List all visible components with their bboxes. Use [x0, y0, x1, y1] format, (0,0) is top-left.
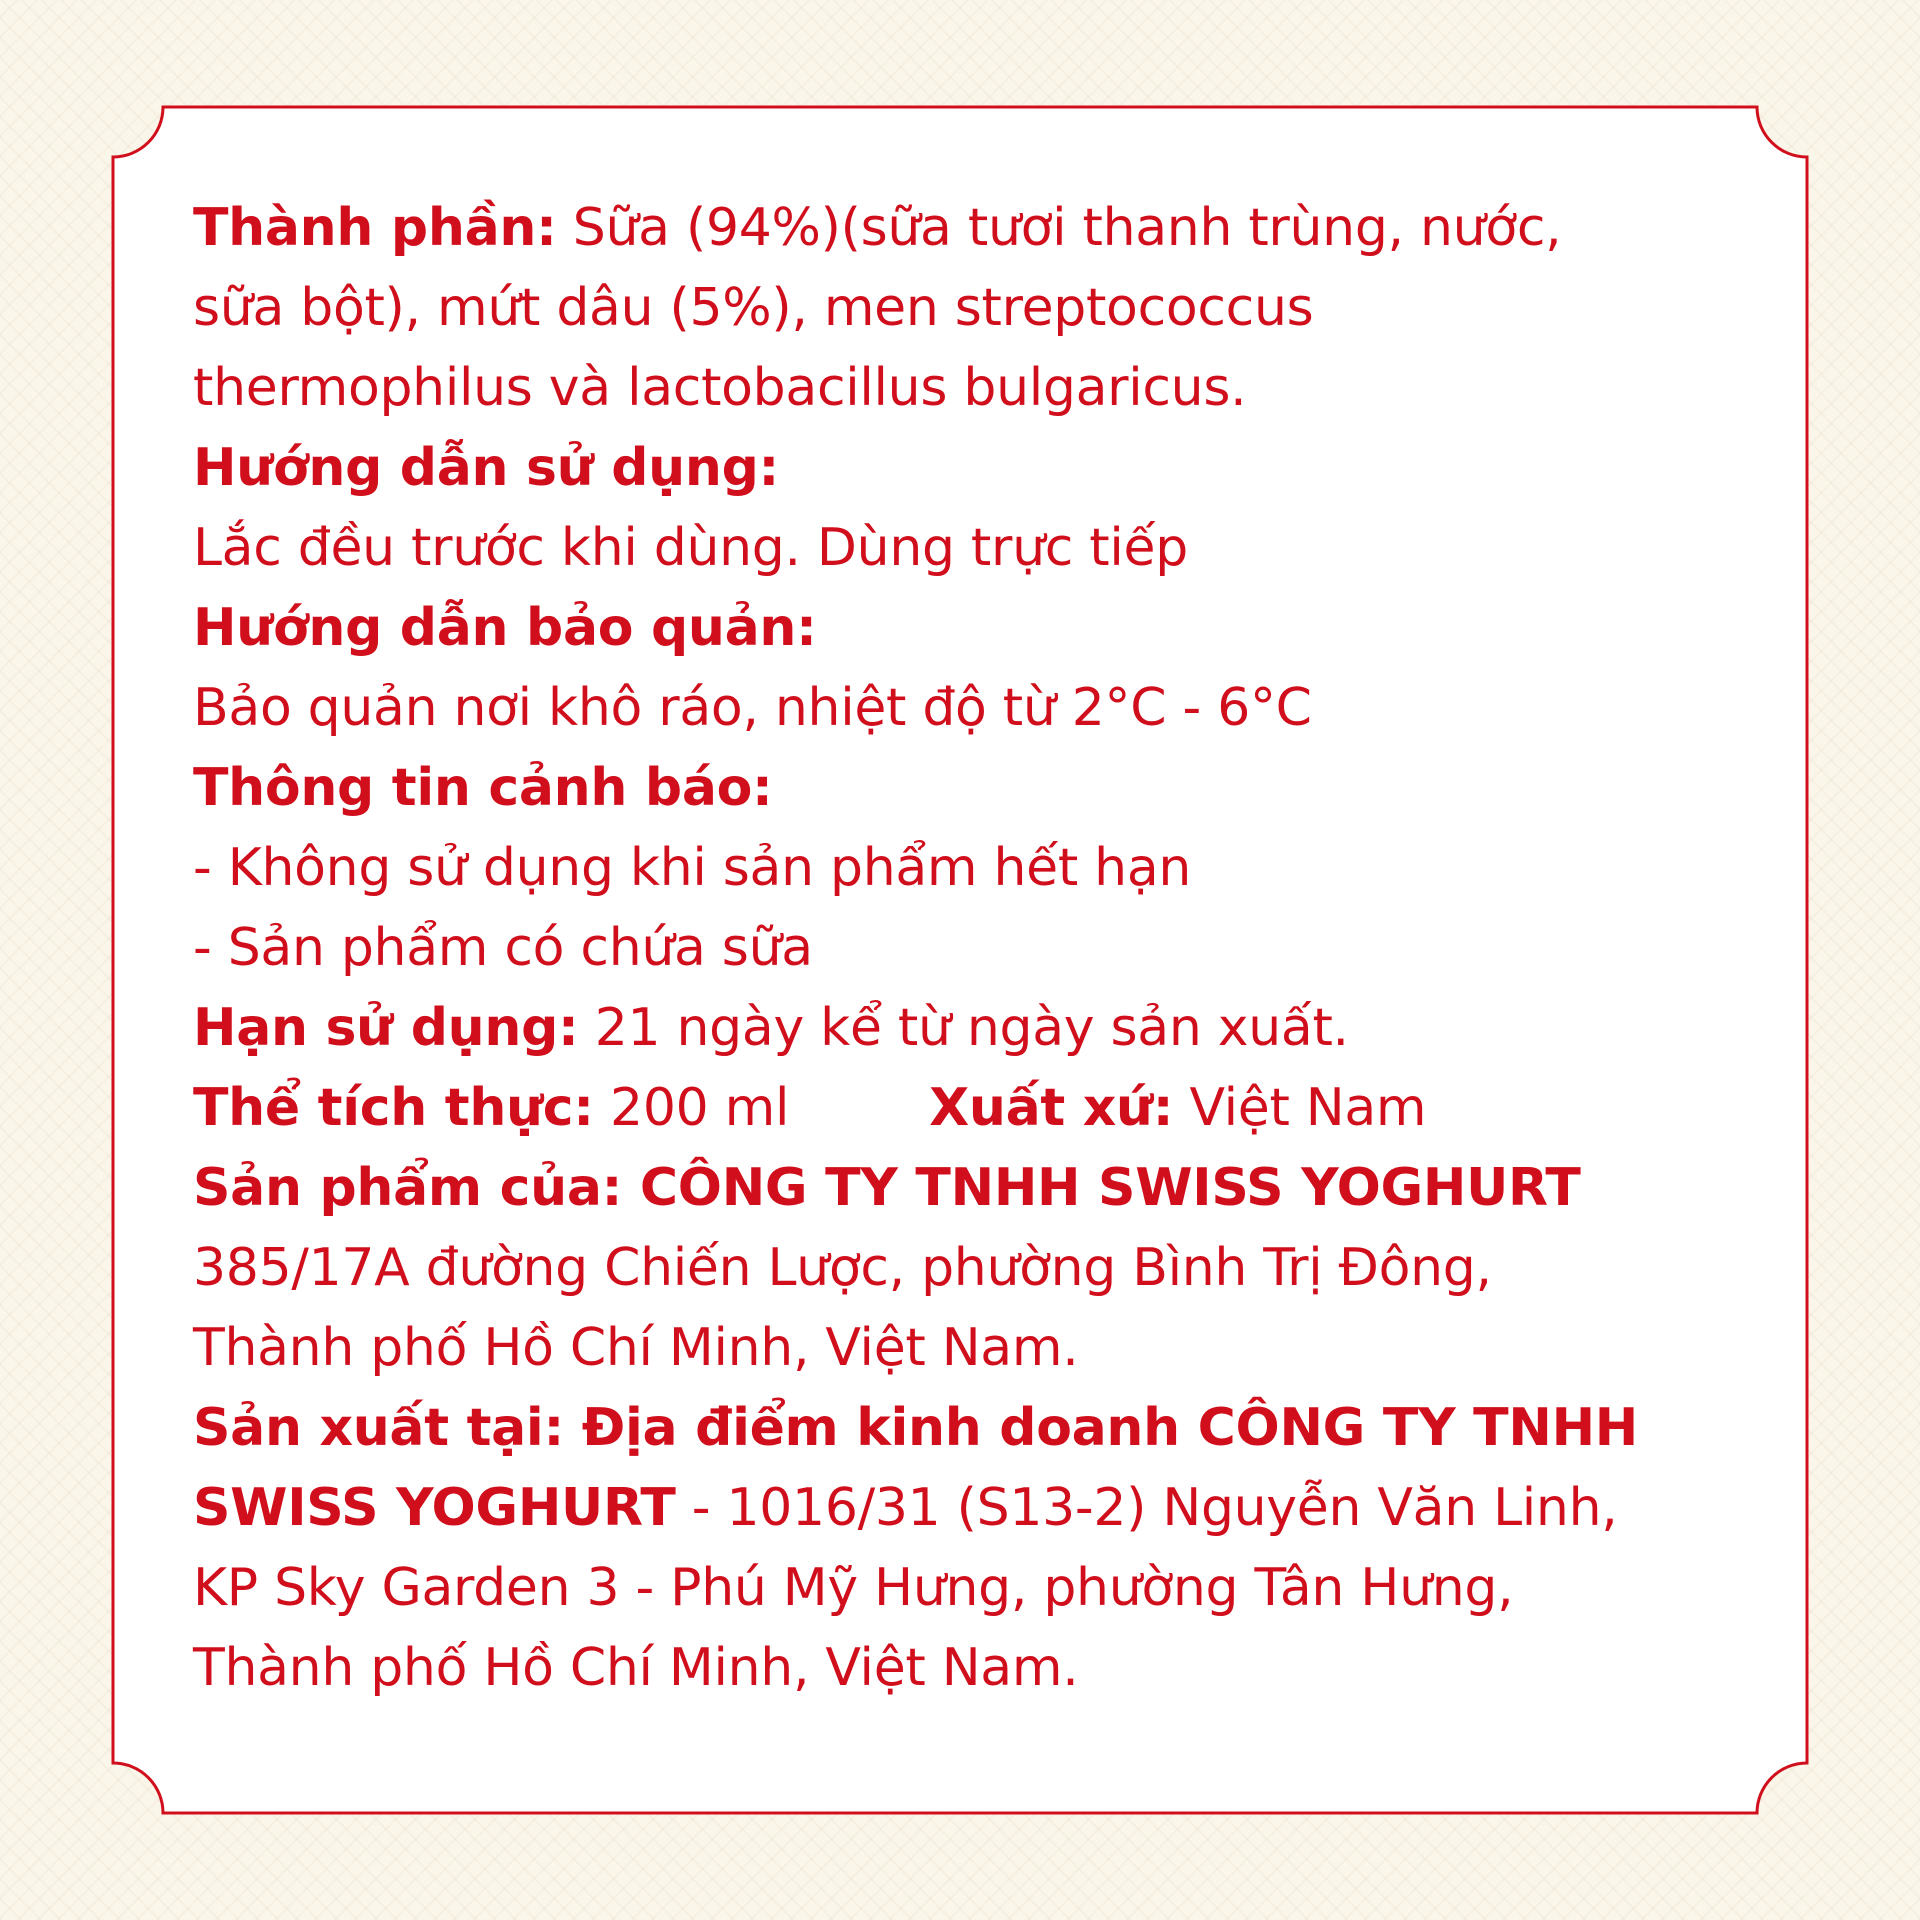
manufactured-address-line-3: Thành phố Hồ Chí Minh, Việt Nam.: [193, 1638, 1079, 1698]
label-content: [193, 188, 1753, 1708]
expiry-text: 21 ngày kể từ ngày sản xuất.: [578, 998, 1349, 1058]
warning-label: Thông tin cảnh báo:: [193, 758, 773, 818]
volume-label: Thể tích thực:: [193, 1078, 594, 1138]
manufactured-line-1: [193, 1388, 1753, 1468]
company-address-line-2: Thành phố Hồ Chí Minh, Việt Nam.: [193, 1318, 1079, 1378]
ingredients-line-2: sữa bột), mứt dâu (5%), men streptococcus: [193, 278, 1314, 338]
usage-text: Lắc đều trước khi dùng. Dùng trực tiếp: [193, 518, 1188, 578]
manufactured-line-2: [193, 1468, 1753, 1548]
manufactured-site-2: SWISS YOGHURT: [193, 1478, 676, 1538]
storage-label: Hướng dẫn bảo quản:: [193, 598, 817, 658]
usage-label: Hướng dẫn sử dụng:: [193, 438, 779, 498]
warning-item-milk: - Sản phẩm có chứa sữa: [193, 918, 813, 978]
origin-label: Xuất xứ:: [929, 1078, 1174, 1138]
manufactured-label: Sản xuất tại:: [193, 1398, 564, 1458]
manufactured-site-1: Địa điểm kinh doanh CÔNG TY TNHH: [563, 1398, 1639, 1458]
manufactured-address-line-2: KP Sky Garden 3 - Phú Mỹ Hưng, phường Tân Hưng,: [193, 1558, 1514, 1618]
company-address-line-1: 385/17A đường Chiến Lược, phường Bình Trị Đông,: [193, 1238, 1492, 1298]
ingredients-line-1: [193, 188, 1753, 268]
origin-text: Việt Nam: [1173, 1078, 1427, 1138]
manufactured-address-1: - 1016/31 (S13-2) Nguyễn Văn Linh,: [675, 1478, 1618, 1538]
product-of-label: Sản phẩm của:: [193, 1158, 623, 1218]
expiry-label: Hạn sử dụng:: [193, 998, 579, 1058]
ingredients-text: Sữa (94%)(sữa tươi thanh trùng, nước,: [556, 198, 1562, 258]
product-of-line: [193, 1148, 1753, 1228]
volume-origin-line: [193, 1068, 1753, 1148]
ingredients-line-3: thermophilus và lactobacillus bulgaricus.: [193, 358, 1247, 418]
company-name: CÔNG TY TNHH SWISS YOGHURT: [622, 1158, 1581, 1218]
ingredients-label: Thành phần:: [193, 198, 557, 258]
storage-text: Bảo quản nơi khô ráo, nhiệt độ từ 2°C - 6°C: [193, 678, 1312, 738]
expiry-line: [193, 988, 1753, 1068]
volume-text: 200 ml: [593, 1078, 790, 1138]
warning-item-expired: - Không sử dụng khi sản phẩm hết hạn: [193, 838, 1192, 898]
